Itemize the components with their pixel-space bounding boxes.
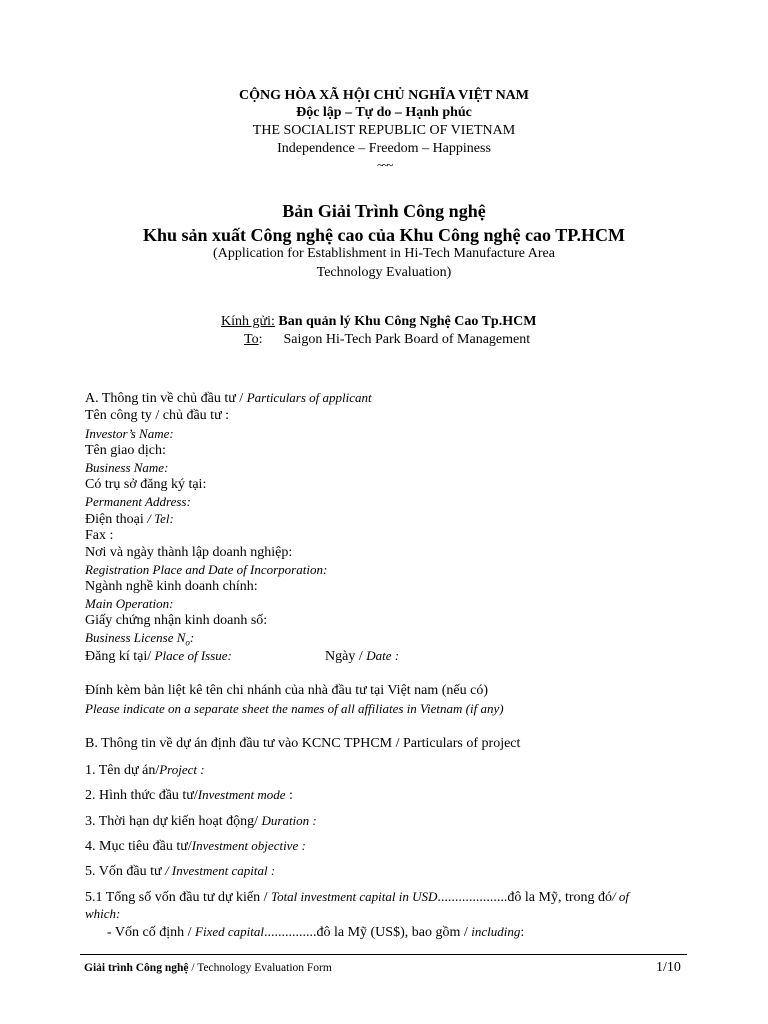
recipient-vn <box>221 314 536 330</box>
item-mode-colon: : <box>285 788 293 803</box>
footer-form-title-vn: Giải trình Công nghệ <box>84 962 189 974</box>
country-name-vn: CỘNG HÒA XÃ HỘI CHỦ NGHĨA VIỆT NAM <box>238 88 529 103</box>
item-fixed-capital-including: including <box>471 924 521 939</box>
footer-form-title-en: / Technology Evaluation Form <box>188 962 332 974</box>
field-operation-vn: Ngành nghề kinh doanh chính: <box>85 579 258 594</box>
item-investment-mode <box>85 787 293 804</box>
item-duration <box>85 813 317 830</box>
section-a-heading-vn: A. Thông tin về chủ đầu tư / <box>85 391 247 406</box>
page-number: 1/10 <box>656 960 681 975</box>
footer-separator <box>80 954 687 955</box>
field-company-en: Investor’s Name: <box>85 426 174 441</box>
footer-form-title <box>84 962 332 974</box>
item-fixed-capital-en: Fixed capital <box>195 924 264 939</box>
doc-title-line1: Bản Giải Trình Công nghệ <box>282 201 486 221</box>
field-date-en: Date : <box>366 648 400 663</box>
attach-note-en: Please indicate on a separate sheet the names of all affiliates in Vietnam (if any) <box>85 701 504 716</box>
field-office-vn: Có trụ sở đăng ký tại: <box>85 477 207 492</box>
recipient-en <box>244 332 530 348</box>
field-issue-vn: Đăng kí tại/ <box>85 649 155 664</box>
item-duration-en: Duration : <box>261 813 317 828</box>
field-license-en-sub: o <box>185 637 190 648</box>
recipient-en-colon: : <box>258 332 263 347</box>
field-reg-en: Registration Place and Date of Incorporation: <box>85 562 328 577</box>
item-project-vn: 1. Tên dự án/ <box>85 763 160 778</box>
item-objective <box>85 838 306 855</box>
item-total-capital <box>85 889 629 906</box>
attach-note-vn: Đính kèm bản liệt kê tên chi nhánh của nhà đầu tư tại Việt nam (nếu có) <box>85 683 489 698</box>
item-mode-vn: 2. Hình thức đầu tư/ <box>85 788 198 803</box>
field-office-en: Permanent Address: <box>85 494 191 509</box>
doc-title-line2: Khu sản xuất Công nghệ cao của Khu Công nghệ cao TP.HCM <box>142 225 626 245</box>
motto-vn: Độc lập – Tự do – Hạnh phúc <box>296 105 472 120</box>
field-date <box>325 648 399 665</box>
item-total-capital-which: which: <box>85 906 121 921</box>
field-license-vn: Giấy chứng nhận kinh doanh số: <box>85 613 268 628</box>
field-operation-en: Main Operation: <box>85 596 174 611</box>
field-license-en <box>85 630 194 648</box>
recipient-en-label: To <box>244 332 259 347</box>
section-b-heading: B. Thông tin về dự án định đầu tư vào KCNC TPHCM / Particulars of project <box>85 736 521 751</box>
item-capital-en: / Investment capital : <box>165 863 276 878</box>
item-fixed-capital-colon: : <box>520 925 525 940</box>
item-fixed-capital-vn: - Vốn cố định / <box>107 925 196 940</box>
doc-subtitle-line1: (Application for Establishment in Hi-Tech Manufacture Area <box>213 246 555 261</box>
item-total-capital-amount: ....................đô la Mỹ, trong đó <box>437 890 612 905</box>
field-tel-vn: Điện thoại <box>85 512 148 527</box>
item-capital-vn: 5. Vốn đầu tư <box>85 864 166 879</box>
item-project <box>85 762 205 779</box>
item-capital <box>85 863 275 880</box>
field-tel <box>85 511 174 528</box>
motto-en: Independence – Freedom – Happiness <box>277 141 491 156</box>
recipient-vn-label: Kính gửi: <box>221 314 275 329</box>
item-project-en: Project : <box>159 762 205 777</box>
field-tel-en: / Tel: <box>147 511 174 526</box>
section-a-heading <box>85 390 372 407</box>
field-trade-vn: Tên giao dịch: <box>85 443 166 458</box>
field-fax: Fax : <box>85 528 114 543</box>
recipient-en-name: Saigon Hi-Tech Park Board of Management <box>283 332 531 347</box>
item-total-capital-of: / of <box>612 889 629 904</box>
field-license-en-label: Business License N <box>85 630 186 645</box>
item-total-capital-en: Total investment capital in USD <box>271 889 438 904</box>
item-objective-vn: 4. Mục tiêu đầu tư/ <box>85 839 192 854</box>
item-mode-en: Investment mode <box>197 787 286 802</box>
ornament: ~~~ <box>376 158 392 172</box>
country-name-en: THE SOCIALIST REPUBLIC OF VIETNAM <box>252 123 516 138</box>
field-company-vn: Tên công ty / chủ đầu tư : <box>85 408 230 423</box>
field-issue <box>85 648 232 665</box>
item-fixed-capital <box>107 924 524 941</box>
field-reg-vn: Nơi và ngày thành lập doanh nghiệp: <box>85 545 293 560</box>
doc-subtitle-line2: Technology Evaluation) <box>316 265 452 280</box>
item-objective-en: Investment objective : <box>191 838 306 853</box>
field-license-en-colon: : <box>189 630 195 645</box>
item-total-capital-vn: 5.1 Tổng số vốn đầu tư dự kiến / <box>85 890 272 905</box>
field-issue-en: Place of Issue: <box>154 648 232 663</box>
recipient-vn-name: Ban quản lý Khu Công Nghệ Cao Tp.HCM <box>278 314 537 329</box>
item-fixed-capital-amount: ...............đô la Mỹ (US$), bao gồm / <box>263 925 472 940</box>
section-a-heading-en: Particulars of applicant <box>246 390 372 405</box>
item-duration-vn: 3. Thời hạn dự kiến hoạt động/ <box>85 814 262 829</box>
field-date-vn: Ngày / <box>325 649 367 664</box>
field-trade-en: Business Name: <box>85 460 169 475</box>
